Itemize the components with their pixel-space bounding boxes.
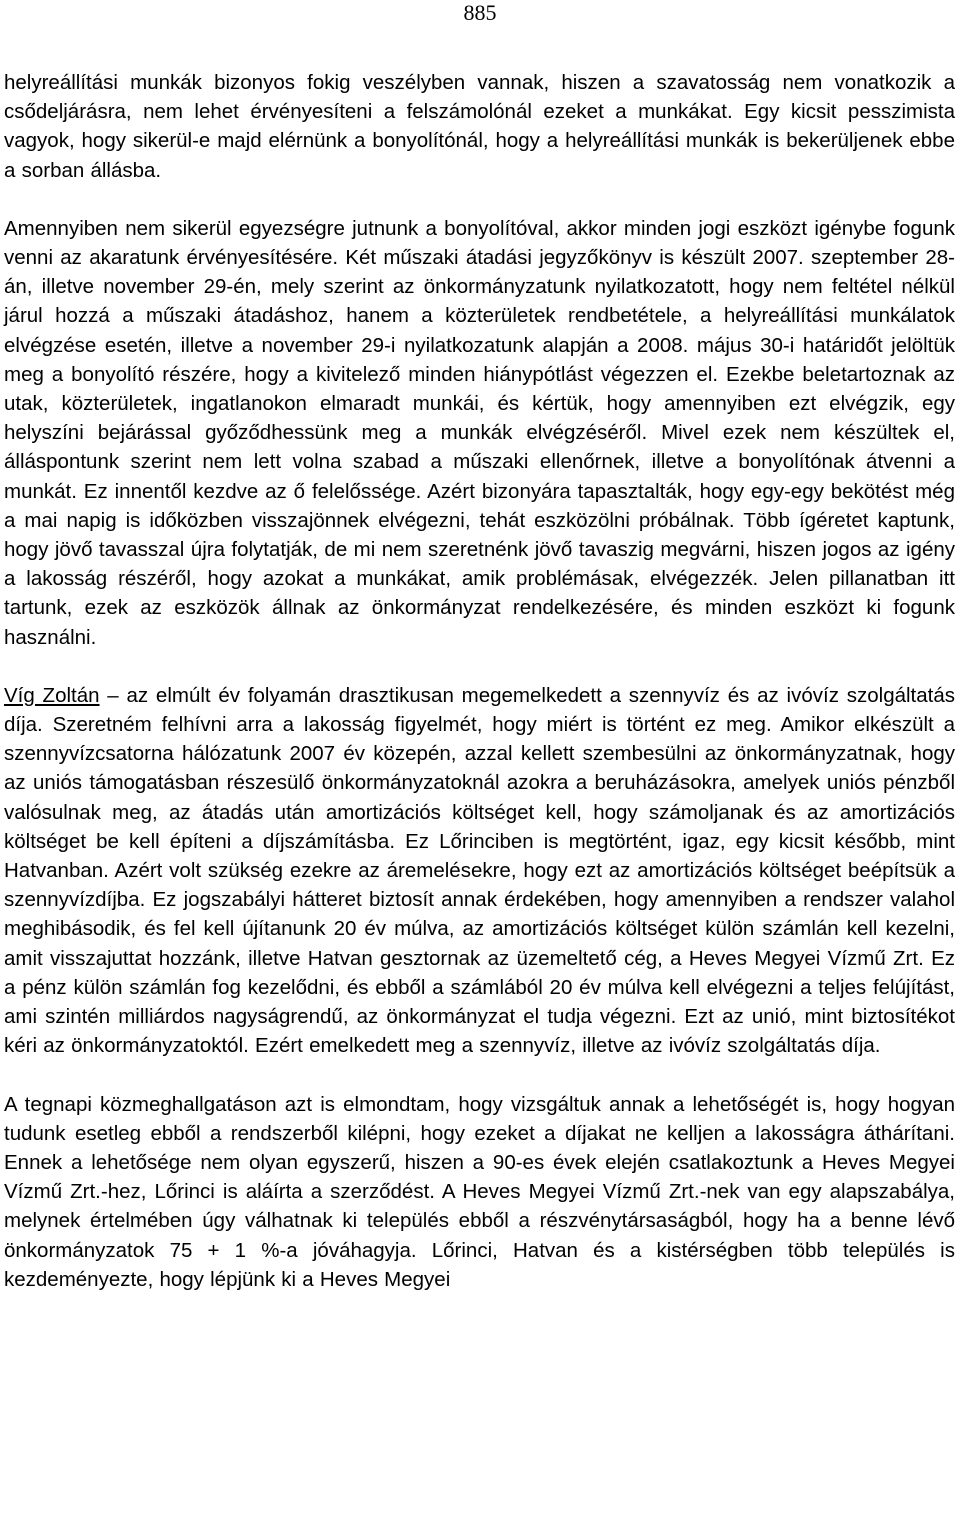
paragraph-3 (4, 681, 955, 1061)
document-body (4, 68, 955, 1294)
paragraph-3-text: – az elmúlt év folyamán drasztikusan megemelkedett a szennyvíz és az ivóvíz szolgáltatás díja. Szeretném felhívni arra a lakosság figyelmét, hogy miért is történt ez meg. Amikor elkészült a szennyvízcsatorna hálózatunk 2007 év közepén, azzal kellett szembesülni az önkormányzatnak, hogy az uniós támogatásban részesülő önkormányzatoknál azokra a beruházásokra, amelyek uniós pénzből valósulnak meg, az átadás után amortizációs költséget kell, hogy számoljanak és az amortizációs költséget be kell építeni a díjszámításba. Ez Lőrinciben is megtörtént, igaz, egy kicsit később, mint Hatvanban. Azért volt szükség ezekre az áremelésekre, hogy ezt az amortizációs költséget beépítsük a szennyvízdíjba. Ez jogszabályi hátteret biztosít annak érdekében, hogy amennyiben a rendszer valahol meghibásodik, és fel kell újítanunk 20 év múlva, az amortizációs költséget külön számlán kell kezelni, amit visszajuttat hozzánk, illetve Hatvan gesztornak az üzemeltető cég, a Heves Megyei Vízmű Zrt. Ez a pénz külön számlán fog kezelődni, és ebből a számlából 20 év múlva kell elvégezni a teljes felújítást, ami szintén milliárdos nagyságrendű, az önkormányzat el tudja végezni. Ezt az unió, mint biztosítékot kéri az önkormányzatoktól. Ezért emelkedett meg a szennyvíz, illetve az ivóvíz szolgáltatás díja. (4, 683, 955, 1058)
paragraph-1: helyreállítási munkák bizonyos fokig veszélyben vannak, hiszen a szavatosság nem vonatkozik a csődeljárásra, nem lehet érvényesíteni a felszámolónál ezeket a munkákat. Egy kicsit pesszimista vagyok, hogy sikerül-e majd elérnünk a bonyolítónál, hogy a helyreállítási munkák is bekerüljenek ebbe a sorban állásba. (4, 71, 955, 182)
speaker-name: Víg Zoltán (4, 683, 100, 707)
paragraph-4: A tegnapi közmeghallgatáson azt is elmondtam, hogy vizsgáltuk annak a lehetőségét is, hogy hogyan tudunk esetleg ebből a rendszerből kilépni, hogy ezeket a díjakat ne kelljen a lakosságra áthárítani. Ennek a lehetősége nem olyan egyszerű, hiszen a 90-es évek elején csatlakoztunk a Heves Megyei Vízmű Zrt.-hez, Lőrinci is aláírta a szerződést. A Heves Megyei Vízmű Zrt.-nek van egy alapszabálya, melynek értelmében úgy válhatnak ki település ebből a részvénytársaságból, hogy ha a benne lévő önkormányzatok 75 + 1 %-a jóváhagyja. Lőrinci, Hatvan és a kistérségben több település is kezdeményezte, hogy lépjünk ki a Heves Megyei (4, 1092, 955, 1291)
page-number (0, 0, 960, 26)
paragraph-gap (4, 1061, 955, 1090)
paragraph-gap (4, 652, 955, 681)
page-number-text: 885 (463, 0, 497, 25)
paragraph-2: Amennyiben nem sikerül egyezségre jutnunk a bonyolítóval, akkor minden jogi eszközt igénybe fogunk venni az akaratunk érvényesítésére. Két műszaki átadási jegyzőkönyv is készült 2007. szeptember 28-án, illetve november 29-én, mely szerint az önkormányzatunk nyilatkozatott, hogy nem feltétel nélkül járul hozzá a műszaki átadáshoz, hanem a közterületek rendbetétele, a helyreállítási munkálatok elvégzése esetén, illetve a november 29-i nyilatkozatunk alapján a 2008. május 30-i határidőt jelöltük meg a bonyolító részére, hogy a kivitelező minden hiánypótlást végezzen el. Ezekbe beletartoznak az utak, közterületek, ingatlanokon elmaradt munkái, és kértük, hogy amennyiben ezt elvégzik, egy helyszíni bejárással győződhessünk meg a munkák elvégzéséről. Mivel ezek nem készültek el, álláspontunk szerint nem lett volna szabad a műszaki ellenőrnek, illetve a bonyolítónak átvenni a munkát. Ez innentől kezdve az ő felelőssége. Azért bizonyára tapasztalták, hogy egy-egy bekötést még a mai napig is időközben visszajönnek elvégezni, tehát eszközölni próbálnak. Több ígéretet kaptunk, hogy jövő tavasszal újra folytatják, de mi nem szeretnénk jövő tavaszig megvárni, hiszen jogos az igény a lakosság részéről, hogy azokat a munkákat, amik problémásak, elvégezzék. Jelen pillanatban itt tartunk, ezek az eszközök állnak az önkormányzat rendelkezésére, és minden eszközt ki fogunk használni. (4, 216, 955, 649)
paragraph-gap (4, 185, 955, 214)
